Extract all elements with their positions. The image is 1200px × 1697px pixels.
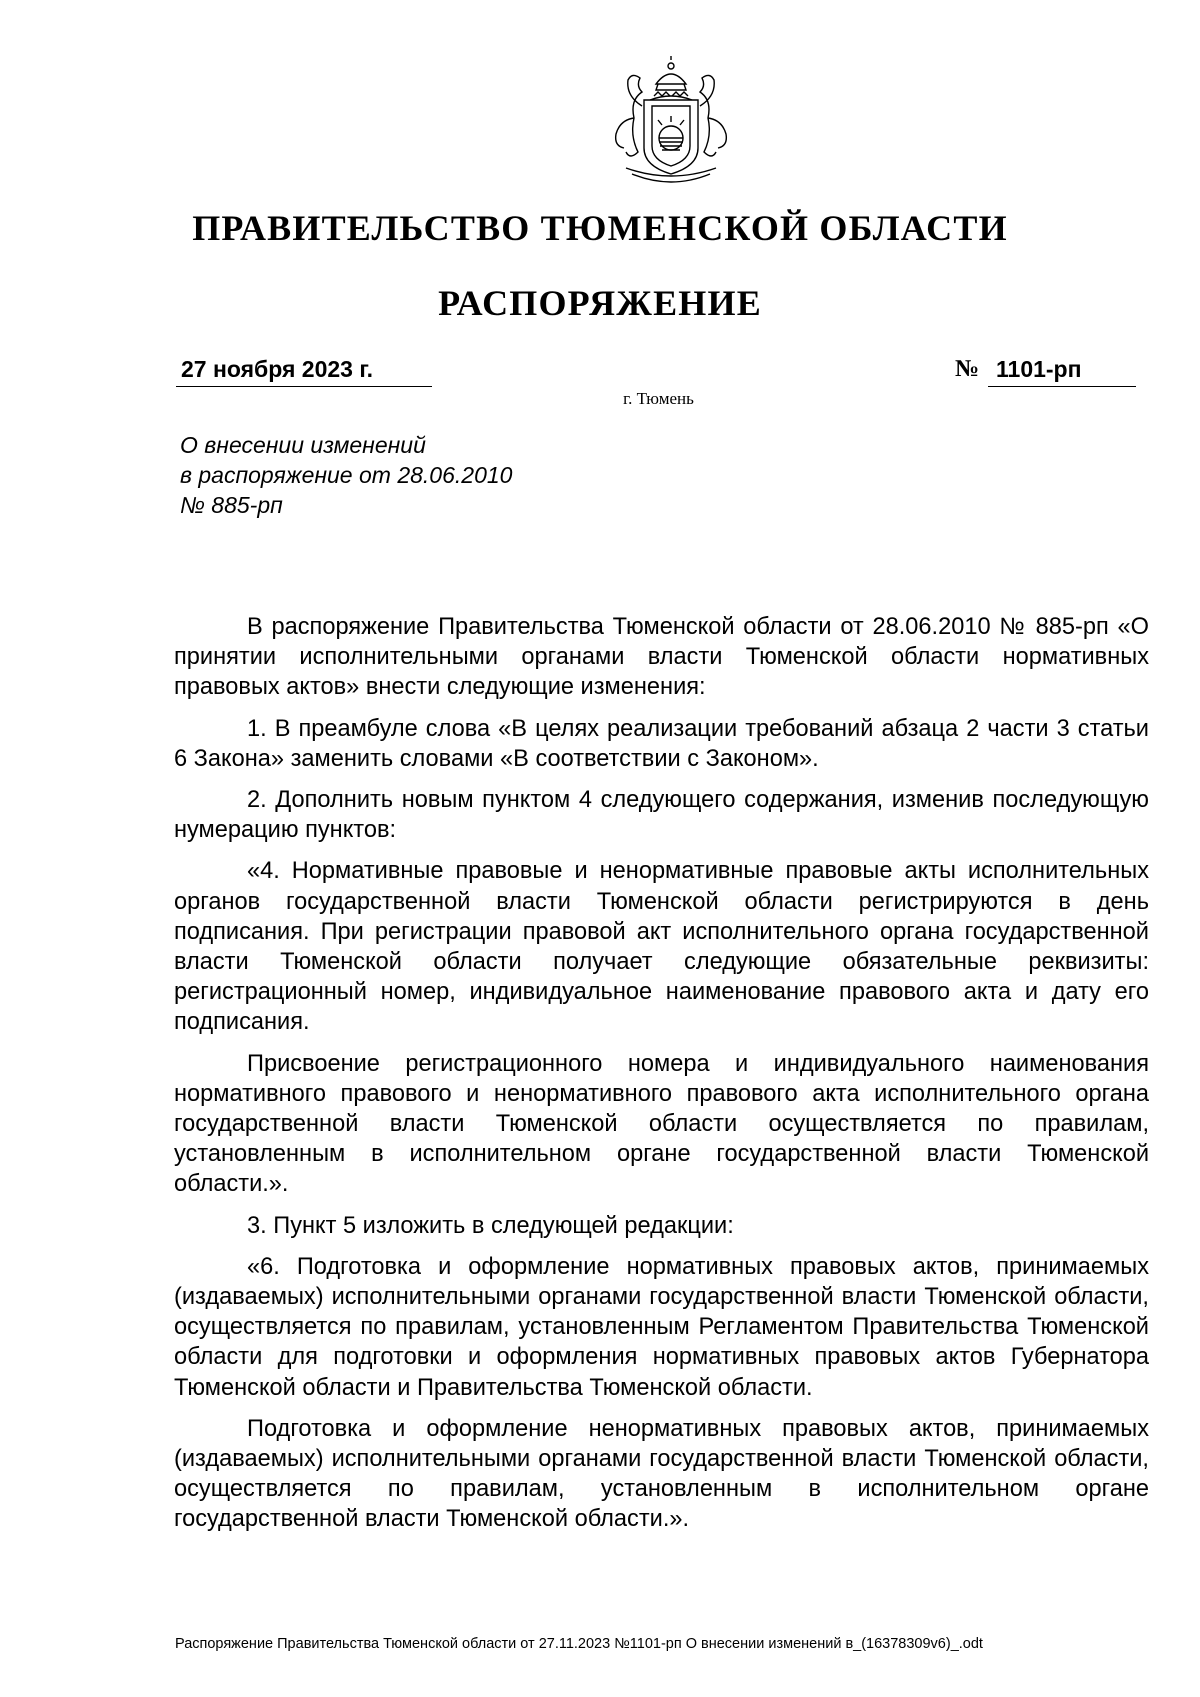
document-number-field [988,355,1136,387]
page-footer: Распоряжение Правительства Тюменской области от 27.11.2023 №1101-рп О внесении изменений в_(16378309v6)_.odt [175,1636,983,1652]
document-date: 27 ноября 2023 г. [181,356,374,382]
body-paragraph: Присвоение регистрационного номера и индивидуального наименования нормативного правового и ненормативного правового акта исполнительного органа государственной власти Тюменской области осуществляется по правилам, установленным в исполнительном органе государственной власти Тюменской области.». [174,1050,1149,1198]
coat-of-arms-icon [596,56,746,191]
body-paragraph: В распоряжение Правительства Тюменской области от 28.06.2010 № 885-рп «О принятии исполнительными органами власти Тюменской области нормативных правовых актов» внести следующие изменения: [174,614,1149,701]
body-paragraph: Подготовка и оформление ненормативных правовых актов, принимаемых (издаваемых) исполнительными органами государственной власти Тюменской области, осуществляется по правилам, установленным в исполнительном органе государственной власти Тюменской области.». [174,1415,1149,1533]
subject-line: О внесении изменений [180,432,426,458]
body-paragraph: «4. Нормативные правовые и ненормативные правовые акты исполнительных органов государственной власти Тюменской области регистрируются в день подписания. При регистрации правовой акт исполнительного органа государственной власти Тюменской области получает следующие обязательные реквизиты: регистрационный номер, индивидуальное наименование правового акта и дату его подписания. [174,858,1149,1036]
body-paragraph: 2. Дополнить новым пунктом 4 следующего содержания, изменив последующую нумерацию пунктов: [174,787,1149,844]
subject-line: в распоряжение от 28.06.2010 [180,462,513,488]
document-subject [180,430,512,520]
document-type: РАСПОРЯЖЕНИЕ [438,283,762,323]
document-city: г. Тюмень [623,389,694,408]
document-date-field [176,355,432,387]
government-title: ПРАВИТЕЛЬСТВО ТЮМЕНСКОЙ ОБЛАСТИ [192,208,1008,248]
body-paragraph: 3. Пункт 5 изложить в следующей редакции: [247,1212,734,1239]
body-paragraph: «6. Подготовка и оформление нормативных правовых актов, принимаемых (издаваемых) исполнительными органами государственной власти Тюменской области, осуществляется по правилам, установленным Регламентом Правительства Тюменской области для подготовки и оформления нормативных правовых актов Губернатора Тюменской области и Правительства Тюменской области. [174,1253,1149,1401]
body-paragraph: 1. В преамбуле слова «В целях реализации требований абзаца 2 части 3 статьи 6 Закона» заменить словами «В соответствии с Законом». [174,715,1149,772]
document-body [174,612,1149,1546]
number-sign: № [955,356,980,382]
document-number: 1101-рп [996,356,1082,382]
subject-line: № 885-рп [180,492,283,518]
